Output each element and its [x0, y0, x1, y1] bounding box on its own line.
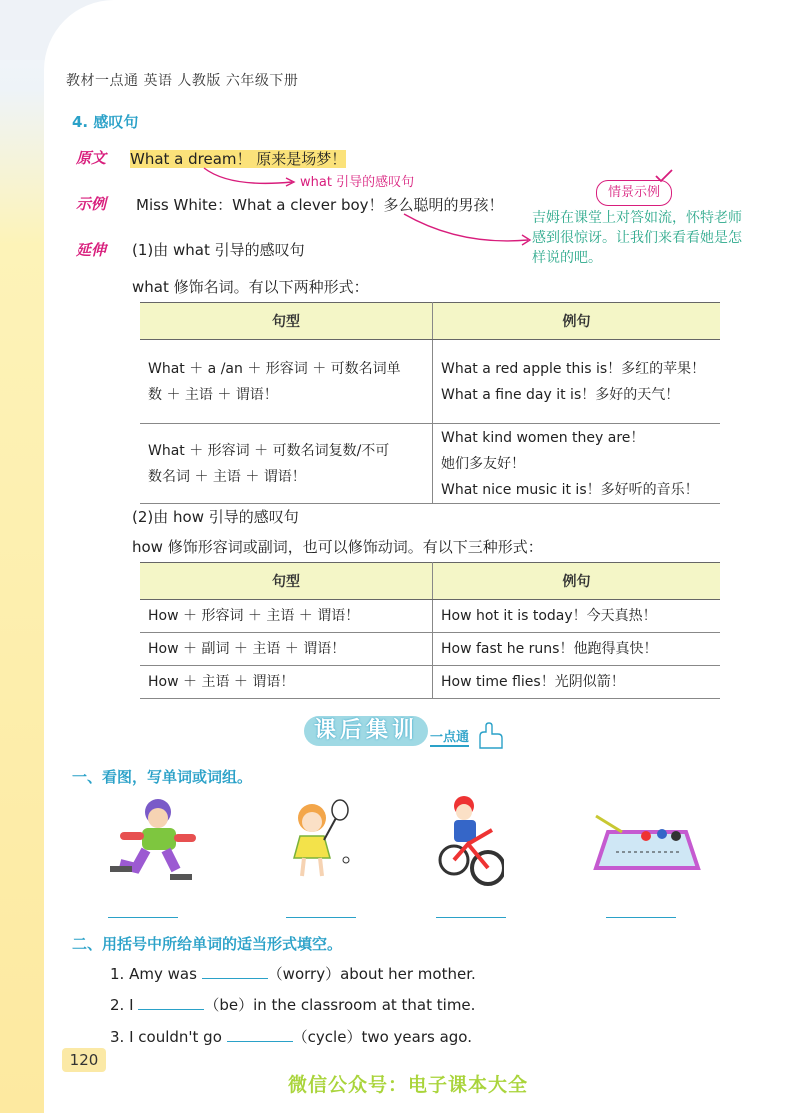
- item-text-before: I couldn't go: [129, 1028, 222, 1046]
- item-text-after: （be）in the classroom at that time.: [204, 996, 476, 1014]
- table-cell-example: How hot it is today！今天真热！: [433, 600, 721, 633]
- example-line: What a red apple this is！多红的苹果！: [441, 360, 706, 377]
- extend1-intro: what 修饰名词。有以下两种形式：: [132, 278, 369, 296]
- pointing-hand-icon: [474, 722, 504, 752]
- tag-extend: 延伸: [76, 241, 107, 259]
- item-number: 3.: [110, 1028, 125, 1046]
- check-icon: [654, 168, 674, 184]
- example-line: What a fine day it is！多好的天气！: [441, 386, 680, 403]
- item-text-before: Amy was: [129, 965, 197, 983]
- table-cell-example: How time flies！光阴似箭！: [433, 666, 721, 699]
- fill-blank[interactable]: [138, 995, 204, 1010]
- banner-sub: 一点通: [430, 726, 469, 747]
- note-title: 情景示例: [596, 180, 672, 206]
- how-pattern-table: [140, 562, 720, 699]
- pattern-line: What ＋ a /an ＋ 形容词 ＋ 可数名词单: [148, 360, 401, 377]
- answer-blank-2[interactable]: [286, 917, 356, 918]
- pattern-line: 数名词 ＋ 主语 ＋ 谓语！: [148, 468, 306, 485]
- list-item: [110, 1026, 472, 1047]
- table-cell-pattern: How ＋ 形容词 ＋ 主语 ＋ 谓语！: [140, 600, 433, 633]
- annotation-arrow: [200, 166, 300, 196]
- item-text-after: （cycle）two years ago.: [292, 1028, 472, 1046]
- running-header: 教材一点通 英语 人教版 六年级下册: [66, 73, 299, 89]
- table1-header-example: 例句: [433, 303, 721, 340]
- answer-blank-4[interactable]: [606, 917, 676, 918]
- running-race-picture: [586, 812, 702, 872]
- section-title: 4. 感叹句: [72, 113, 139, 131]
- question-1-title: 一、看图，写单词或词组。: [72, 768, 253, 786]
- footer-watermark: 微信公众号：电子课本大全: [288, 1074, 529, 1096]
- table-cell-pattern: [140, 424, 433, 504]
- original-text: What a dream！ 原来是场梦！: [130, 150, 347, 168]
- example-line: What kind women they are！: [441, 429, 645, 446]
- question-2-title: 二、用括号中所给单词的适当形式填空。: [72, 935, 343, 953]
- example-line: What nice music it is！多好听的音乐！: [441, 481, 699, 498]
- tag-original: 原文: [76, 149, 107, 167]
- answer-blank-1[interactable]: [108, 917, 178, 918]
- pattern-line: What ＋ 形容词 ＋ 可数名词复数/不可: [148, 442, 390, 459]
- pattern-line: 数 ＋ 主语 ＋ 谓语！: [148, 386, 278, 403]
- table-cell-example: [433, 424, 721, 504]
- note-body: 吉姆在课堂上对答如流，怀特老师感到很惊讶。让我们来看看她是怎样说的吧。: [532, 210, 742, 266]
- item-text-after: （worry）about her mother.: [267, 965, 476, 983]
- page-number: 120: [62, 1048, 106, 1072]
- table1-header-pattern: 句型: [140, 303, 433, 340]
- tag-example: 示例: [76, 195, 107, 213]
- table2-header-pattern: 句型: [140, 563, 433, 600]
- list-item: [110, 994, 475, 1015]
- original-annotation: what 引导的感叹句: [300, 175, 415, 190]
- table-row: [140, 424, 720, 504]
- table-row: [140, 340, 720, 424]
- answer-blank-3[interactable]: [436, 917, 506, 918]
- example-sentence: Miss White：What a clever boy！多么聪明的男孩！: [136, 196, 504, 214]
- item-number: 2.: [110, 996, 125, 1014]
- extend1-heading: (1)由 what 引导的感叹句: [132, 241, 305, 259]
- fill-blank[interactable]: [227, 1027, 293, 1042]
- table-row: [140, 633, 720, 666]
- table-row: [140, 600, 720, 633]
- table-cell-pattern: [140, 340, 433, 424]
- list-item: [110, 963, 476, 984]
- item-text-before: I: [129, 996, 134, 1014]
- banner-main: 课后集训: [304, 716, 428, 746]
- exercise-banner: [304, 712, 504, 756]
- skating-boy-picture: [106, 794, 202, 886]
- extend2-intro: how 修饰形容词或副词，也可以修饰动词。有以下三种形式：: [132, 538, 543, 556]
- table-row: [140, 666, 720, 699]
- item-number: 1.: [110, 965, 125, 983]
- table2-header-example: 例句: [433, 563, 721, 600]
- badminton-girl-picture: [284, 796, 354, 882]
- note-arrow: [400, 212, 536, 248]
- extend2-heading: (2)由 how 引导的感叹句: [132, 508, 299, 526]
- table-cell-example: [433, 340, 721, 424]
- cycling-boy-picture: [436, 794, 504, 888]
- table-cell-pattern: How ＋ 副词 ＋ 主语 ＋ 谓语！: [140, 633, 433, 666]
- example-line: 她们多友好！: [441, 455, 525, 472]
- table-cell-example: How fast he runs！他跑得真快！: [433, 633, 721, 666]
- fill-blank[interactable]: [202, 964, 268, 979]
- table-cell-pattern: How ＋ 主语 ＋ 谓语！: [140, 666, 433, 699]
- what-pattern-table: [140, 302, 720, 504]
